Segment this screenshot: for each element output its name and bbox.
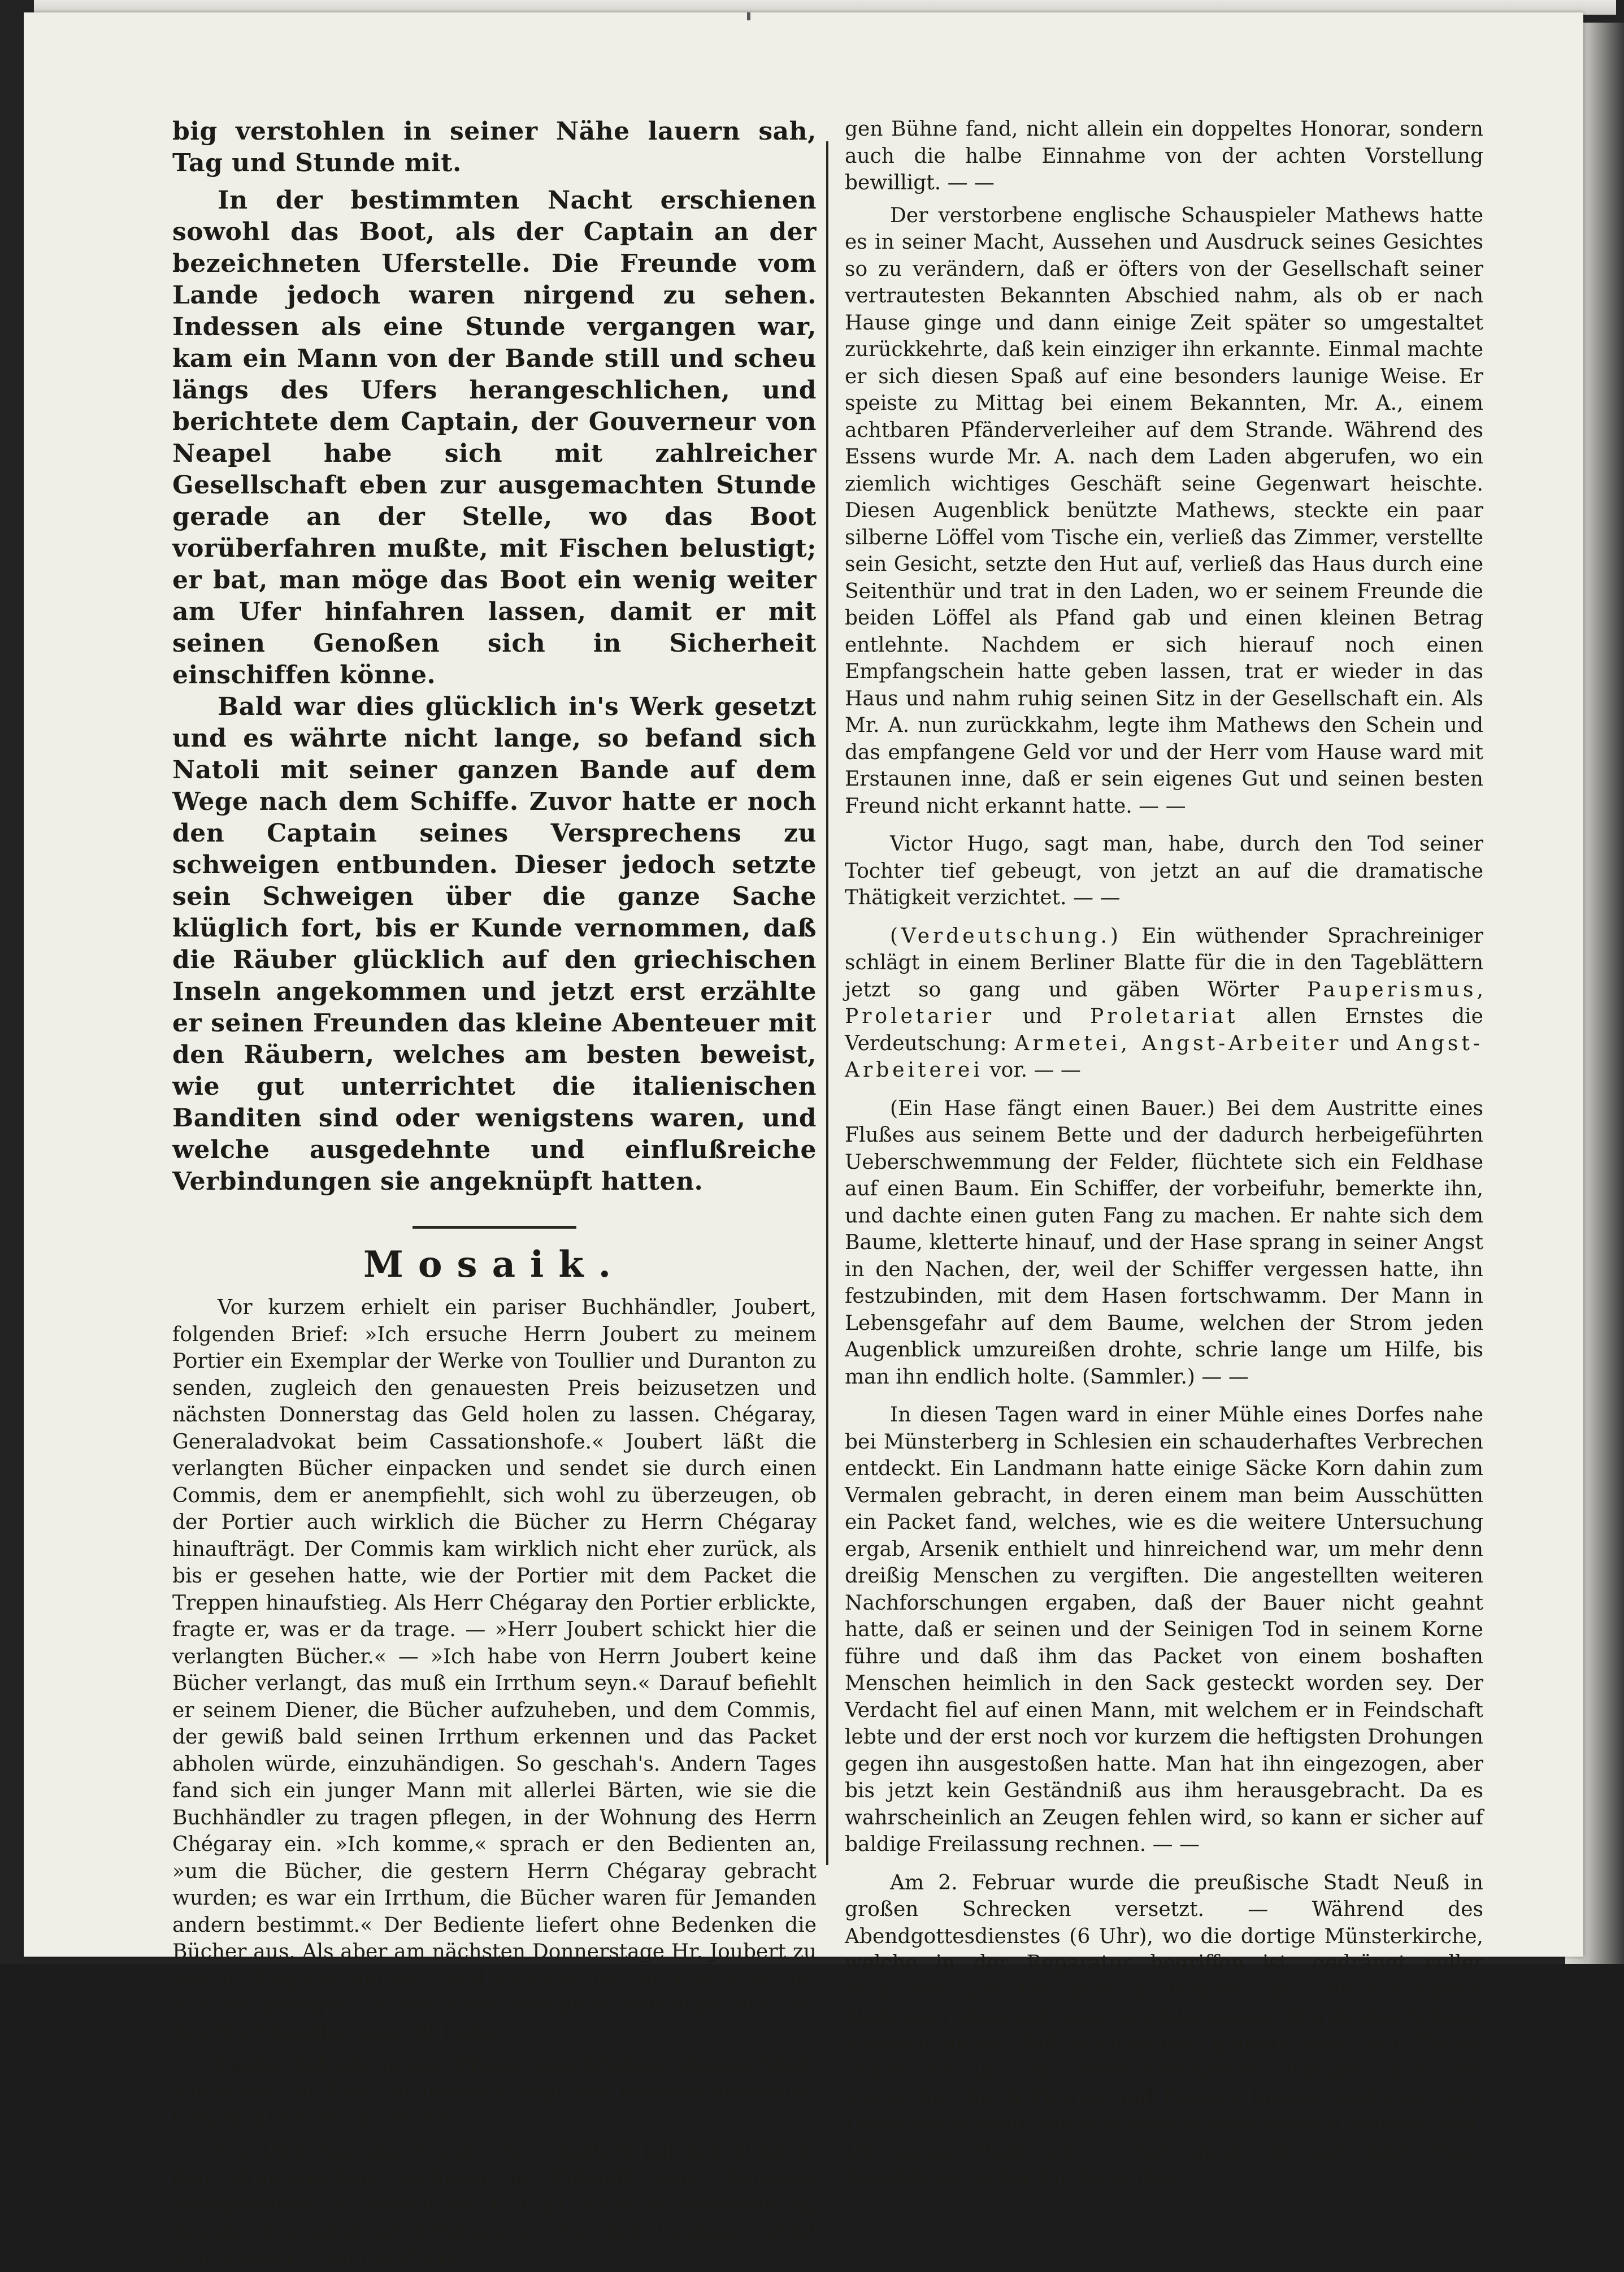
item-victor-hugo: Victor Hugo, sagt man, habe, durch den Tod seiner Tochter tief gebeugt, von jetzt an auf die dramatische Thätigkeit verzichtet. — —	[845, 831, 1483, 912]
mosaik-item-joubert: Vor kurzem erhielt ein pariser Buchhändler, Joubert, folgenden Brief: »Ich ersuche Herrn Joubert zu meinem Portier ein Exemplar der Werke von Toullier und Duranton zu senden, zugleich den genauesten Preis beizusetzen und nächsten Donnerstag das Geld holen zu lassen. Chégaray, Generaladvokat beim Cassationshofe.« Joubert läßt die verlangten Bücher einpacken und sendet sie durch einen Commis, dem er anempfiehlt, sich wohl zu überzeugen, ob der Portier auch wirklich die Bücher zu Herrn Chégaray hinaufträgt. Der Commis kam wirklich nicht eher zurück, als bis er gesehen hatte, wie der Portier mit dem Packet die Treppen hinaufstieg. Als Herr Chégaray den Portier erblickte, fragte er, was er da trage. — »Herr Joubert schickt hier die verlangten Bücher.« — »Ich habe von Herrn Joubert keine Bücher verlangt, das muß ein Irrthum seyn.« Darauf befiehlt er seinem Diener, die Bücher aufzuheben, und dem Commis, der gewiß bald seinen Irrthum erkennen und das Packet abholen würde, einzuhändigen. So geschah's. Andern Tages fand sich ein junger Mann mit allerlei Bärten, wie sie die Buchhändler zu tragen pflegen, in der Wohnung des Herrn Chégaray ein. »Ich komme,« sprach er den Bedienten an, »um die Bücher, die gestern Herrn Chégaray gebracht wurden; es war ein Irrthum, die Bücher waren für Jemanden andern bestimmt.« Der Bediente liefert ohne Bedenken die Bücher aus. Als aber am nächsten Donnerstage Hr. Joubert zu Herrn Chégaray um das Geld schickte, da klärte es sich auf, daß ein pfiffiger Gauner diese Irrthümer herbeigeführt und den Buchhändler geprellt hatte. — —	[172, 1294, 817, 2046]
word-proletariat: Proletariat	[1090, 1005, 1239, 1028]
verdeutschung-text-d: allen Ernstes die Verdeutschung:	[845, 1005, 1483, 1055]
verdeutschung-text-a: Ein wüthender Sprachreiniger schlägt in einem Berliner Blatte für die in den Tageblättern jetzt so gang und gäben Wörter	[845, 925, 1483, 1001]
scan-mark	[747, 12, 750, 20]
story-paragraph-3: Bald war dies glücklich in's Werk gesetzt und es währte nicht lange, so befand sich Natoli mit seiner ganzen Bande auf dem Wege nach dem Schiffe. Zuvor hatte er noch den Captain seines Versprechens zu schweigen entbunden. Dieser jedoch setzte sein Schweigen über die ganze Sache klüglich fort, bis er Kunde vernommen, daß die Räuber glücklich auf den griechischen Inseln angekommen und jetzt erst erzählte er seinen Freunden das kleine Abenteuer mit den Räubern, welches am besten beweist, wie gut unterrichtet die italienischen Banditen sind oder wenigstens waren, und welche ausgedehnte und einflußreiche Verbindungen sie angeknüpft hatten.	[172, 691, 817, 1198]
item-verdeutschung	[845, 923, 1483, 1084]
story-paragraph-1: big verstohlen in seiner Nähe lauern sah, Tag und Stunde mit.	[172, 116, 817, 179]
section-title: Mosaik.	[172, 1242, 817, 1287]
mosaik-items	[172, 1294, 817, 2272]
gutzkow-name: Gutzkow	[522, 2193, 636, 2217]
item-mathews: Der verstorbene englische Schauspieler Mathews hatte es in seiner Macht, Aussehen und Ausdruck seines Gesichtes so zu verändern, daß er öfters von der Gesellschaft seiner vertrautesten Bekannten Abschied nahm, als ob er nach Hause ginge und dann einige Zeit später so umgestaltet zurückkehrte, daß kein einziger ihn erkannte. Einmal machte er sich diesen Spaß auf eine besonders launige Weise. Er speiste zu Mittag bei einem Bekannten, Mr. A., einem achtbaren Pfänderverleiher auf dem Strande. Während des Essens wurde Mr. A. nach dem Laden abgerufen, wo ein ziemlich wichtiges Geschäft seine Gegenwart heischte. Diesen Augenblick benützte Mathews, steckte ein paar silberne Löffel vom Tische ein, verließ das Zimmer, verstellte sein Gesicht, setzte den Hut auf, verließ das Haus durch eine Seitenthür und trat in den Laden, wo er seinem Freunde die beiden Löffel als Pfand gab und einen kleinen Betrag entlehnte. Nachdem er sich hierauf noch einen Empfangschein hatte geben lassen, trat er wieder in das Haus und nahm ruhig seinen Sitz in der Gesellschaft ein. Als Mr. A. nun zurückkahm, legte ihm Mathews den Schein und das empfangene Geld vor und der Herr vom Hause ward mit Erstaunen inne, daß er sein eigenes Gut und seinen besten Freund nicht erkannt hatte. — —	[845, 202, 1483, 820]
frankfurt-text-b: in Anerkennung des überaus günstigen Erfolges, welchen sein Lustspiel »Zopf und Schwert« auf der dorti-	[172, 2193, 817, 2270]
right-column	[845, 116, 1483, 2192]
mosaik-item-frankfurt	[172, 2138, 817, 2272]
verdeutschung-text-b: ,	[1477, 978, 1483, 1001]
item-muensterberg: In diesen Tagen ward in einer Mühle eines Dorfes nahe bei Münsterberg in Schlesien ein schauderhaftes Verbrechen entdeckt. Ein Landmann hatte einige Säcke Korn dahin zum Vermalen gebracht, in deren einem man beim Ausschütten ein Packet fand, welches, wie es die weitere Untersuchung ergab, Arsenik enthielt und hinreichend war, um mehr denn dreißig Menschen zu vergiften. Die angestellten weiteren Nachforschungen ergaben, daß der Bauer nicht geahnt hatte, daß er seinen und der Seinigen Tod in seinem Korne führe und daß ihm das Packet von einem boshaften Menschen heimlich in den Sack gesteckt worden sey. Der Verdacht fiel auf einen Mann, mit welchem er in Feindschaft lebte und der erst noch vor kurzem die heftigsten Drohungen gegen ihn ausgestoßen hatte. Man hat ihn eingezogen, aber bis jetzt kein Geständniß aus ihm herausgebracht. Da es wahrscheinlich an Zeugen fehlen wird, so kann er sicher auf baldige Freilassung rechnen. — —	[845, 1402, 1483, 1858]
word-proletarier: Proletarier	[845, 1005, 995, 1028]
mosaik-item-laube: Laube hat ein neues Drama geschrieben, dessen Stoff, wie schon der Titel »Struensee« zeigt, der neueren dänischen Geschichte entnommen ist. — —	[172, 2052, 817, 2132]
left-column	[172, 116, 817, 2272]
verdeutschung-heading: (Verdeutschung.)	[890, 925, 1122, 948]
section-divider	[412, 1226, 576, 1229]
item-hase: (Ein Hase fängt einen Bauer.) Bei dem Austritte eines Flußes aus seinem Bette und der dadurch herbeigeführten Ueberschwemmung der Felder, flüchtete sich ein Feldhase auf einen Baum. Ein Schiffer, der vorbeifuhr, bemerkte ihn, und dachte einen guten Fang zu machen. Er nahte sich dem Baume, kletterte hinauf, und der Hase sprang in seiner Angst in den Nachen, der, weil der Schiffer vergessen hatte, ihn festzubinden, mit dem Hasen fortschwamm. Der Mann in Lebensgefahr auf dem Baume, welchen der Strom jeden Augenblick umzureißen drohte, schrie lange um Hilfe, bis man ihn endlich holte. (Sammler.) — —	[845, 1095, 1483, 1391]
item-continuation: gen Bühne fand, nicht allein ein doppeltes Honorar, sondern auch die halbe Einnahme von der achten Vorstellung bewilligt. — —	[845, 116, 1483, 197]
verdeutschung-text-e: und	[1341, 1032, 1396, 1055]
word-armetei: Armetei, Angst-Arbeiter	[1015, 1032, 1342, 1055]
verdeutschung-text-f: vor. — —	[983, 1059, 1081, 1082]
item-neuss: Am 2. Februar wurde die preußische Stadt Neuß in großen Schrecken versetzt. — Während des Abendgottesdienstes (6 Uhr), wo die dortige Münsterkirche, welche in der Reparatur begriffen ist, gedrängt voller Menschen war, fiel oben im Thurme eine Leiter herunter, blieb aber oben auf dem Gewölbe liegen. Durch den Schlag, welchen dieser Fall verursachte, glaubte man, der Thurm stürze ein und die Menschenmassen drängten sich mit Ungestüm durch Thüren und Fenster hinaus, wodurch viele Leute theils mehr, theils minder schwer verletzt worden sind. Die ganze Stadt war in Aufregung, da fast jedes Haus Angehörige in der Kirche wußte. — —	[845, 1870, 1483, 2192]
verdeutschung-text-c: und	[995, 1005, 1090, 1028]
word-pauperismus: Pauperismus	[1307, 978, 1477, 1001]
word-angst-arbeiterei: Angst-Arbeiterei	[845, 1032, 1483, 1082]
story-paragraph-2: In der bestimmten Nacht erschienen sowohl das Boot, als der Captain an der bezeichneten Uferstelle. Die Freunde vom Lande jedoch waren nirgend zu sehen. Indessen als eine Stunde vergangen war, kam ein Mann von der Bande still und scheu längs des Ufers herangeschlichen, und berichtete dem Captain, der Gouverneur von Neapel habe sich mit zahlreicher Gesellschaft eben zur ausgemachten Stunde gerade an der Stelle, wo das Boot vorüberfahren mußte, mit Fischen belustigt; er bat, man möge das Boot ein wenig weiter am Ufer hinfahren lassen, damit er mit seinen Genoßen sich in Sicherheit einschiffen könne.	[172, 185, 817, 691]
frankfurt-text-a: Die Direktion des Frankfurter Theaters hat beschlossen, den dramatischen Dichtern in Zukunft eine Tantième zuzugestehen. So erhielt Dr. K.	[172, 2140, 817, 2217]
column-divider	[826, 141, 828, 1865]
